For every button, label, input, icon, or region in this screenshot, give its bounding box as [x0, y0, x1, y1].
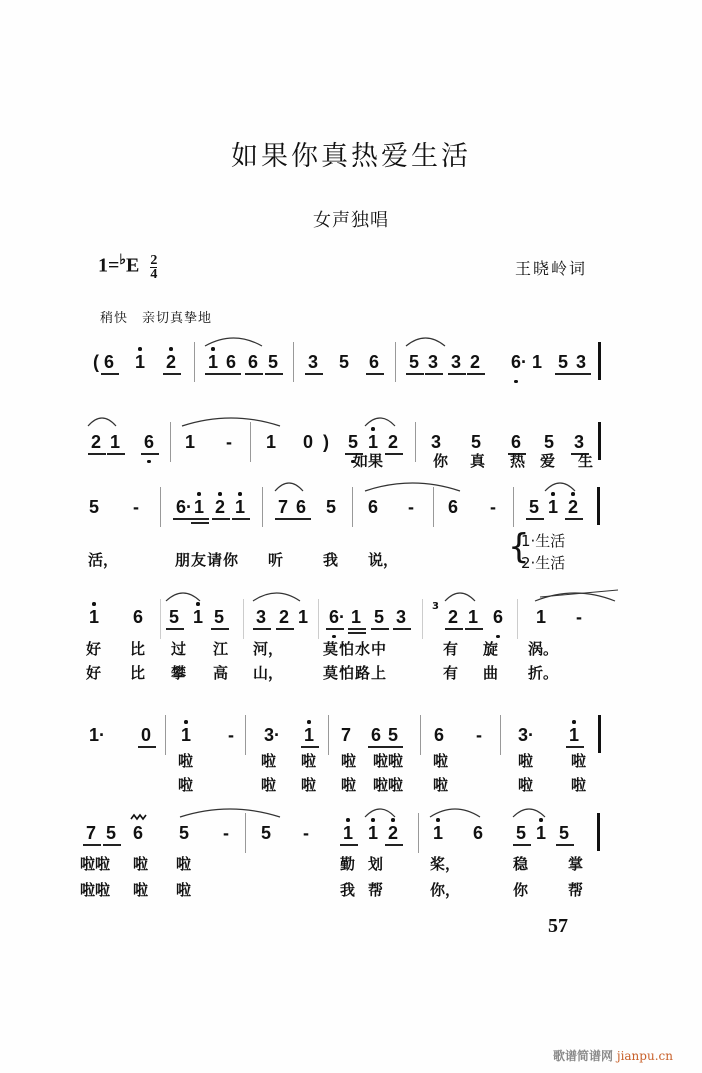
- note-digit: 3·: [517, 725, 534, 745]
- note-digit: 1: [207, 352, 218, 372]
- lyric-word: 过: [171, 640, 187, 658]
- lyric-word: 比: [130, 664, 146, 682]
- page-number: 57: [548, 915, 568, 937]
- note-digit: 6: [447, 497, 458, 517]
- lyric-word: 莫怕路上: [323, 664, 388, 682]
- note-digit: 5: [347, 432, 358, 452]
- note-digit: 1: [367, 823, 378, 843]
- lyric-word: 划: [368, 855, 384, 873]
- note-digit: 6: [225, 352, 236, 372]
- note-digit: 5: [88, 497, 99, 517]
- note-digit: 3: [573, 432, 584, 452]
- note-digit: 2: [165, 352, 176, 372]
- note-digit: -: [223, 823, 229, 843]
- flat-icon: ♭: [119, 253, 127, 268]
- note-digit: 3: [450, 352, 461, 372]
- lyric-word: 旋: [483, 640, 499, 658]
- note-digit: 2: [387, 432, 398, 452]
- lyric-word: 啦: [433, 776, 449, 794]
- note-digit: 2: [278, 607, 289, 627]
- note-digit: 1: [192, 607, 203, 627]
- slur: [180, 809, 280, 817]
- slur: [513, 809, 545, 817]
- note-digit: 7: [340, 725, 351, 745]
- lyric-word: 啦: [518, 776, 534, 794]
- note-digit: 1·: [88, 725, 105, 745]
- lyric-word: 攀: [171, 664, 187, 682]
- lyric-word: 桨，: [430, 855, 461, 873]
- note-digit: -: [303, 823, 309, 843]
- note-digit: 3: [307, 352, 318, 372]
- slur: [365, 483, 460, 491]
- lyricist: 王晓岭词: [515, 259, 588, 278]
- volta-ending: 1·生活: [521, 532, 566, 550]
- note-digit: 5: [260, 823, 271, 843]
- note-digit: 1: [193, 497, 204, 517]
- note-digit: 0: [140, 725, 151, 745]
- lyric-word: 说，: [368, 551, 399, 569]
- note-digit: 3·: [263, 725, 280, 745]
- slur: [205, 338, 262, 346]
- slur: [365, 809, 395, 817]
- note-digit: 1: [88, 607, 99, 627]
- note-digit: 1: [134, 352, 145, 372]
- lyric-word: 涡。: [528, 640, 559, 658]
- note-digit: 1: [535, 823, 546, 843]
- note-digit: 6: [472, 823, 483, 843]
- lyric-word: 活，: [88, 551, 119, 569]
- note-digit: 1: [467, 607, 478, 627]
- slur: [166, 593, 200, 601]
- note-digit: 2: [447, 607, 458, 627]
- watermark: [553, 1047, 673, 1064]
- note-digit: 6: [367, 497, 378, 517]
- slur: [430, 809, 480, 817]
- lyric-word: 啦: [301, 752, 317, 770]
- note-digit: 5: [325, 497, 336, 517]
- lyric-word: 好: [86, 640, 102, 658]
- note-digit: 6·: [175, 497, 192, 517]
- key-tonic: E: [126, 254, 140, 277]
- note-digit: 5: [168, 607, 179, 627]
- lyric-word: 你: [433, 452, 449, 470]
- lyric-word: 啦: [301, 776, 317, 794]
- slur: [182, 418, 280, 426]
- note-digit: 1: [547, 497, 558, 517]
- note-digit: -: [226, 432, 232, 452]
- lyric-word: 啦啦: [80, 855, 111, 873]
- note-digit: 2: [567, 497, 578, 517]
- lyric-word: 高: [213, 664, 229, 682]
- note-digit: 3: [395, 607, 406, 627]
- slur: [88, 418, 116, 426]
- lyric-word: 曲: [483, 664, 499, 682]
- note-digit: 5: [528, 497, 539, 517]
- lyric-word: 啦: [571, 776, 587, 794]
- note-digit: 1: [342, 823, 353, 843]
- note-digit: 5: [515, 823, 526, 843]
- note-digit: 6: [295, 497, 306, 517]
- note-digit: 1: [297, 607, 308, 627]
- lyric-word: 河，: [253, 640, 284, 658]
- lyric-word: 啦: [261, 752, 277, 770]
- note-digit: 6·: [328, 607, 345, 627]
- ending-brace: {: [508, 527, 530, 567]
- slur: [545, 483, 575, 491]
- note-digit: 2: [469, 352, 480, 372]
- note-digit: 5: [267, 352, 278, 372]
- note-digit: 6: [368, 352, 379, 372]
- note-digit: 3: [430, 432, 441, 452]
- note-digit: -: [490, 497, 496, 517]
- lyric-word: 我: [323, 551, 339, 569]
- lyric-word: 你: [513, 881, 529, 899]
- note-digit: 7: [85, 823, 96, 843]
- lyric-word: 有: [443, 640, 459, 658]
- note-digit: 1: [535, 607, 546, 627]
- lyric-word: 啦: [341, 776, 357, 794]
- lyric-word: 有: [443, 664, 459, 682]
- note-digit: 1: [234, 497, 245, 517]
- note-digit: 6: [103, 352, 114, 372]
- lyric-word: 如果: [353, 452, 384, 470]
- note-digit: 0: [302, 432, 313, 452]
- lyric-word: 啦: [133, 881, 149, 899]
- lyric-word: 啦: [178, 752, 194, 770]
- lyric-word: 啦啦: [80, 881, 111, 899]
- lyric-word: 啦: [176, 855, 192, 873]
- note-digit: 1: [184, 432, 195, 452]
- note-digit: 1: [303, 725, 314, 745]
- tie: [540, 590, 618, 597]
- lyric-word: 稳: [513, 855, 529, 873]
- note-digit: -: [228, 725, 234, 745]
- note-digit: 2: [90, 432, 101, 452]
- slur: [445, 593, 475, 601]
- note-digit: 6: [247, 352, 258, 372]
- note-digit: 1: [432, 823, 443, 843]
- key-eq: =: [108, 254, 120, 277]
- note-digit: -: [476, 725, 482, 745]
- lyric-word: 莫怕水中: [323, 640, 388, 658]
- lyric-word: 啦: [178, 776, 194, 794]
- lyric-word: 啦啦: [373, 776, 404, 794]
- note-digit: 1: [531, 352, 542, 372]
- note-digit: 1: [265, 432, 276, 452]
- volta-ending: 2·生活: [521, 554, 566, 572]
- note-digit: 5: [387, 725, 398, 745]
- note-digit: 3: [427, 352, 438, 372]
- slur: [253, 593, 300, 601]
- note-digit: 5: [373, 607, 384, 627]
- lyric-word: 啦: [261, 776, 277, 794]
- lyric-word: 爱: [540, 452, 556, 470]
- lyric-word: 啦啦: [373, 752, 404, 770]
- note-digit: 5: [178, 823, 189, 843]
- note-digit: 1: [180, 725, 191, 745]
- lyric-word: 掌: [568, 855, 584, 873]
- note-digit: 7: [277, 497, 288, 517]
- time-top: 2: [150, 252, 158, 268]
- lyric-word: 啦: [518, 752, 534, 770]
- lyric-word: 啦: [133, 855, 149, 873]
- lyric-word: 啦: [571, 752, 587, 770]
- lyric-word: 帮: [368, 881, 384, 899]
- lyric-word: 听: [268, 551, 284, 569]
- lyric-word: 江: [213, 640, 229, 658]
- lyric-word: 生: [578, 452, 594, 470]
- lyric-word: 帮: [568, 881, 584, 899]
- note-digit: 6: [492, 607, 503, 627]
- lyric-word: 真: [470, 452, 486, 470]
- note-digit: 6·: [510, 352, 527, 372]
- note-digit: 5: [558, 823, 569, 843]
- note-digit: 2: [387, 823, 398, 843]
- grace-note: 3: [432, 601, 439, 612]
- note-digit: 5: [543, 432, 554, 452]
- lyric-word: 比: [130, 640, 146, 658]
- lyric-word: 折。: [528, 664, 559, 682]
- mordent-icon: [131, 815, 146, 819]
- lyric-word: 你，: [430, 881, 461, 899]
- note-digit: 6: [370, 725, 381, 745]
- note-digit: 6: [143, 432, 154, 452]
- note-digit: 5: [105, 823, 116, 843]
- note-digit: 5: [213, 607, 224, 627]
- note-digit: 1: [568, 725, 579, 745]
- note-digit: 5: [408, 352, 419, 372]
- note-digit: 6: [132, 823, 143, 843]
- note-digit: 2: [214, 497, 225, 517]
- key-one: 1: [98, 254, 108, 277]
- tempo-marking: 稍快 亲切真挚地: [100, 311, 213, 326]
- note-digit: 6: [433, 725, 444, 745]
- lyric-word: 朋友请你: [175, 551, 240, 569]
- lyric-word: 啦: [176, 881, 192, 899]
- note-digit: 6: [132, 607, 143, 627]
- watermark-en: jianpu.cn: [616, 1049, 673, 1063]
- note-digit: 5: [470, 432, 481, 452]
- song-subtitle: 女声独唱: [313, 210, 389, 231]
- lyric-word: 勤: [340, 855, 356, 873]
- song-title: 如果你真热爱生活: [231, 141, 471, 172]
- time-bottom: 4: [150, 266, 158, 282]
- note-digit: 1: [367, 432, 378, 452]
- watermark-cn: 歌谱简谱网: [553, 1049, 614, 1063]
- note-digit: 3: [575, 352, 586, 372]
- note-digit: 6: [510, 432, 521, 452]
- note-digit: 5: [338, 352, 349, 372]
- slur: [275, 483, 303, 491]
- lyric-word: 山，: [253, 664, 284, 682]
- note-digit: -: [408, 497, 414, 517]
- lyric-word: 啦: [433, 752, 449, 770]
- lyric-word: 热: [510, 452, 526, 470]
- note-digit: -: [133, 497, 139, 517]
- note-digit: ): [323, 432, 329, 452]
- lyric-word: 我: [340, 881, 356, 899]
- lyric-word: 好: [86, 664, 102, 682]
- slur: [406, 338, 445, 346]
- lyric-word: 啦: [341, 752, 357, 770]
- slur: [365, 418, 395, 426]
- note-digit: 3: [255, 607, 266, 627]
- note-digit: 1: [109, 432, 120, 452]
- note-digit: 5: [557, 352, 568, 372]
- note-digit: (: [93, 352, 99, 372]
- note-digit: 1: [350, 607, 361, 627]
- note-digit: -: [576, 607, 582, 627]
